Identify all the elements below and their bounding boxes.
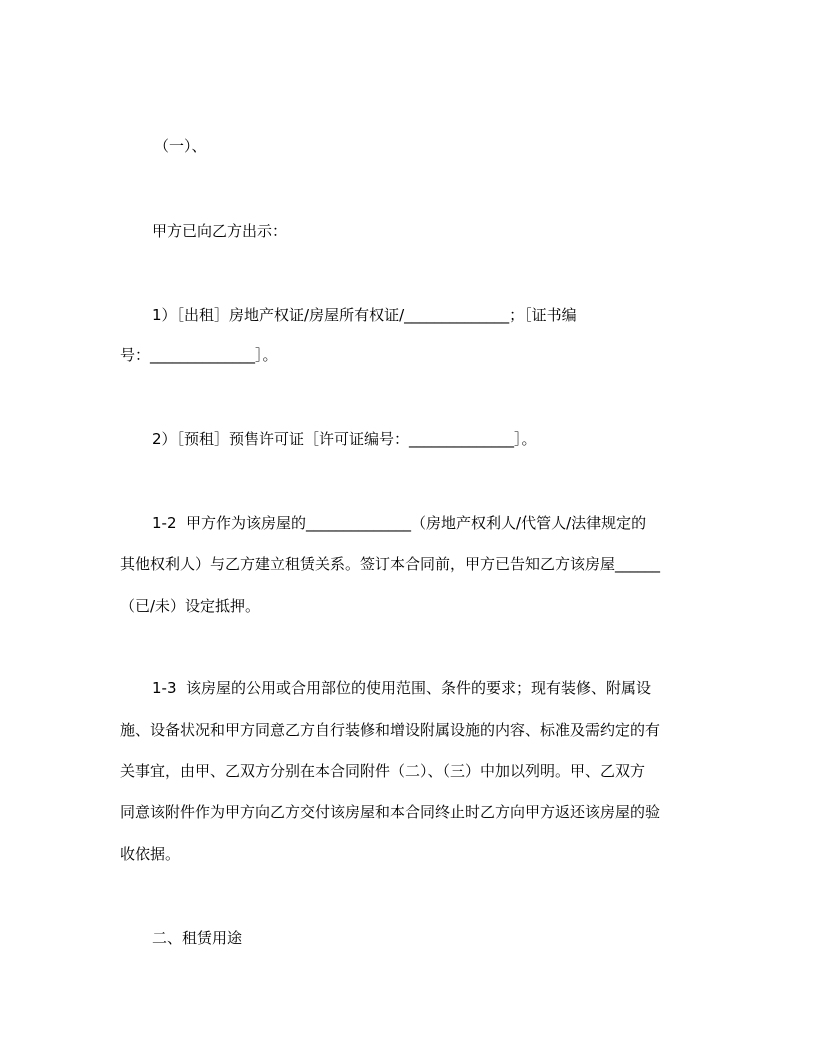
clause-1-2-line-3: （已/未）设定抵押。: [120, 597, 261, 615]
item-1-line-1: 1）［出租］房地产权证/房屋所有权证/______________；［证书编: [152, 306, 577, 324]
clause-1-3-line-4: 同意该附件作为甲方向乙方交付该房屋和本合同终止时乙方向甲方返还该房屋的验: [120, 803, 661, 821]
clause-1-2-line-2: 其他权利人）与乙方建立租赁关系。签订本合同前，甲方已告知乙方该房屋______: [120, 555, 661, 573]
item-2-line-1: 2）［预租］预售许可证［许可证编号：______________］。: [152, 430, 537, 448]
clause-1-3-line-1: 1-3 该房屋的公用或合用部位的使用范围、条件的要求；现有装修、附属设: [152, 679, 652, 697]
section-heading-2: 二、租赁用途: [152, 929, 243, 947]
clause-1-3-line-5: 收依据。: [120, 845, 181, 863]
clause-1-2-line-1: 1-2 甲方作为该房屋的______________（房地产权利人/代管人/法律规定的: [152, 514, 647, 532]
section-heading-1: （一）、: [154, 137, 207, 155]
paragraph-intro: 甲方已向乙方出示：: [152, 222, 288, 240]
clause-1-3-line-3: 关事宜，由甲、乙双方分别在本合同附件（二）、（三）中加以列明。甲、乙双方: [120, 762, 646, 780]
clause-1-3-line-2: 施、设备状况和甲方同意乙方自行装修和增设附属设施的内容、标准及需约定的有: [120, 721, 661, 739]
item-1-line-2: 号：______________］。: [120, 346, 278, 364]
